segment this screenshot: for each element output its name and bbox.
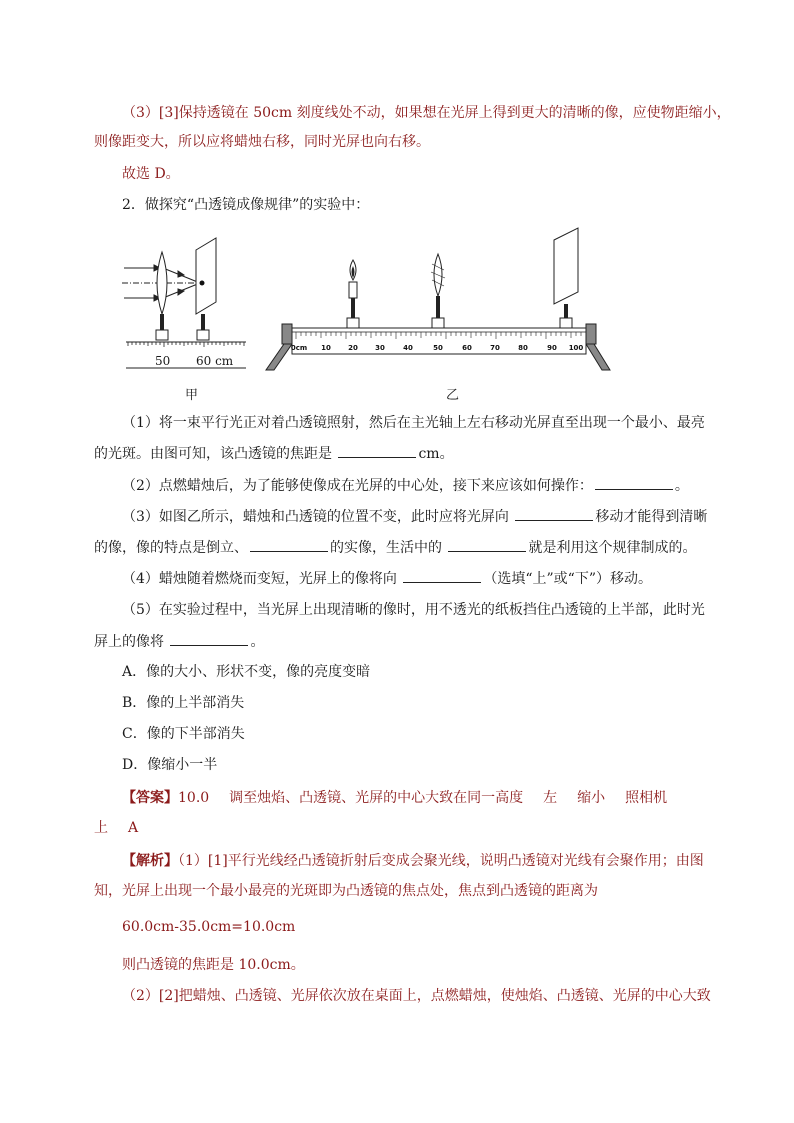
q3-text-b: 移动才能得到清晰 (595, 509, 708, 525)
q5-text-b: 。 (250, 634, 265, 650)
q5-line1: （5）在实验过程中，当光屏上出现清晰的像时，用不透光的纸板挡住凸透镜的上半部，此时光 (122, 602, 705, 618)
q3-device-blank[interactable] (448, 537, 526, 552)
yi-tick-10: 10 (321, 344, 331, 352)
q1-answer-blank[interactable] (338, 443, 416, 458)
analysis-line2: 知，光屏上出现一个最小最亮的光斑即为凸透镜的焦点处，焦点到凸透镜的距离为 (94, 883, 598, 899)
figure-jia-caption: 甲 (185, 388, 199, 403)
q3-line1 (122, 506, 707, 527)
jia-scale-60: 60 cm (196, 354, 234, 368)
light-screen (554, 228, 578, 328)
q3-line2 (94, 537, 696, 558)
q2-line (122, 475, 689, 496)
q1-line2 (94, 443, 454, 464)
para3-line1: （3）[3]保持透镜在 50cm 刻度线处不动，如果想在光屏上得到更大的清晰的像，应使物距缩小， (122, 105, 731, 121)
yi-tick-70: 70 (490, 344, 500, 352)
analysis-label: 【解析】 (122, 853, 178, 869)
yi-tick-0: 0cm (290, 344, 308, 352)
answer-line1 (122, 788, 667, 808)
answer-5: 照相机 (625, 790, 668, 806)
q2-text: （2）点燃蜡烛后，为了能够使像成在光屏的中心处，接下来应该如何操作： (122, 478, 593, 494)
q4-line (122, 568, 652, 589)
analysis-line1 (122, 851, 704, 871)
yi-tick-40: 40 (403, 344, 413, 352)
q2-answer-blank[interactable] (595, 475, 673, 490)
q3-text-e: 就是利用这个规律制成的。 (528, 540, 697, 556)
yi-tick-90: 90 (547, 344, 557, 352)
answer-label: 【答案】 (122, 790, 178, 806)
q4-answer-blank[interactable] (403, 568, 481, 583)
figure-yi-caption: 乙 (446, 388, 460, 403)
answer-line2 (94, 818, 138, 838)
q3-direction-blank[interactable] (515, 506, 593, 521)
answer-7: A (128, 820, 139, 836)
q5-answer-blank[interactable] (170, 631, 248, 646)
candle (347, 260, 359, 328)
yi-tick-100: 100 (568, 344, 584, 352)
answer-1: 10.0 (178, 790, 210, 806)
yi-tick-60: 60 (462, 344, 472, 352)
figure-yi (262, 224, 612, 374)
q3-text-c: 的像，像的特点是倒立、 (94, 540, 248, 556)
q5-line2 (94, 631, 264, 652)
analysis-formula: 60.0cm-35.0cm=10.0cm (122, 919, 296, 935)
para3-line2: 则像距变大，所以应将蜡烛右移，同时光屏也向右移。 (94, 134, 430, 150)
answer-3: 左 (543, 790, 558, 806)
answer-4: 缩小 (577, 790, 606, 806)
option-b[interactable]: B．像的上半部消失 (122, 695, 245, 711)
option-a[interactable]: A．像的大小、形状不变，像的亮度变暗 (122, 664, 371, 680)
analysis-line3: 则凸透镜的焦距是 10.0cm。 (122, 957, 305, 973)
q5-text-a: 屏上的像将 (94, 634, 164, 650)
yi-tick-30: 30 (375, 344, 385, 352)
option-d[interactable]: D．像缩小一半 (122, 757, 218, 773)
q1-line1: （1）将一束平行光正对着凸透镜照射，然后在主光轴上左右移动光屏直至出现一个最小、最亮 (122, 415, 705, 431)
answer-6: 上 (94, 820, 108, 836)
analysis-line4: （2）[2]把蜡烛、凸透镜、光屏依次放在桌面上，点燃蜡烛，使烛焰、凸透镜、光屏的中心大致 (122, 988, 711, 1004)
q3-text-d: 的实像，生活中的 (330, 540, 442, 556)
yi-tick-50: 50 (433, 344, 443, 352)
yi-tick-20: 20 (348, 344, 358, 352)
answer-2: 调至烛焰、凸透镜、光屏的中心大致在同一高度 (229, 790, 524, 806)
q1-unit: cm。 (418, 446, 454, 462)
option-c[interactable]: C．像的下半部消失 (122, 726, 245, 742)
choice-line: 故选 D。 (122, 166, 180, 182)
q3-text-a: （3）如图乙所示，蜡烛和凸透镜的位置不变，此时应将光屏向 (122, 509, 509, 525)
jia-scale-50: 50 (155, 354, 171, 368)
q3-feature-blank[interactable] (250, 537, 328, 552)
convex-lens (431, 254, 445, 328)
yi-tick-80: 80 (518, 344, 528, 352)
q2-end: 。 (674, 478, 689, 494)
analysis-text1: （1）[1]平行光线经凸透镜折射后变成会聚光线，说明凸透镜对光线有会聚作用；由图 (178, 853, 704, 869)
question-stem: 2．做探究“凸透镜成像规律”的实验中： (122, 197, 370, 213)
q4-text-a: （4）蜡烛随着燃烧而变短，光屏上的像将向 (122, 571, 397, 587)
q4-text-b: （选填“上”或“下”）移动。 (483, 571, 652, 587)
q1-text: 的光斑。由图可知，该凸透镜的焦距是 (94, 446, 332, 462)
